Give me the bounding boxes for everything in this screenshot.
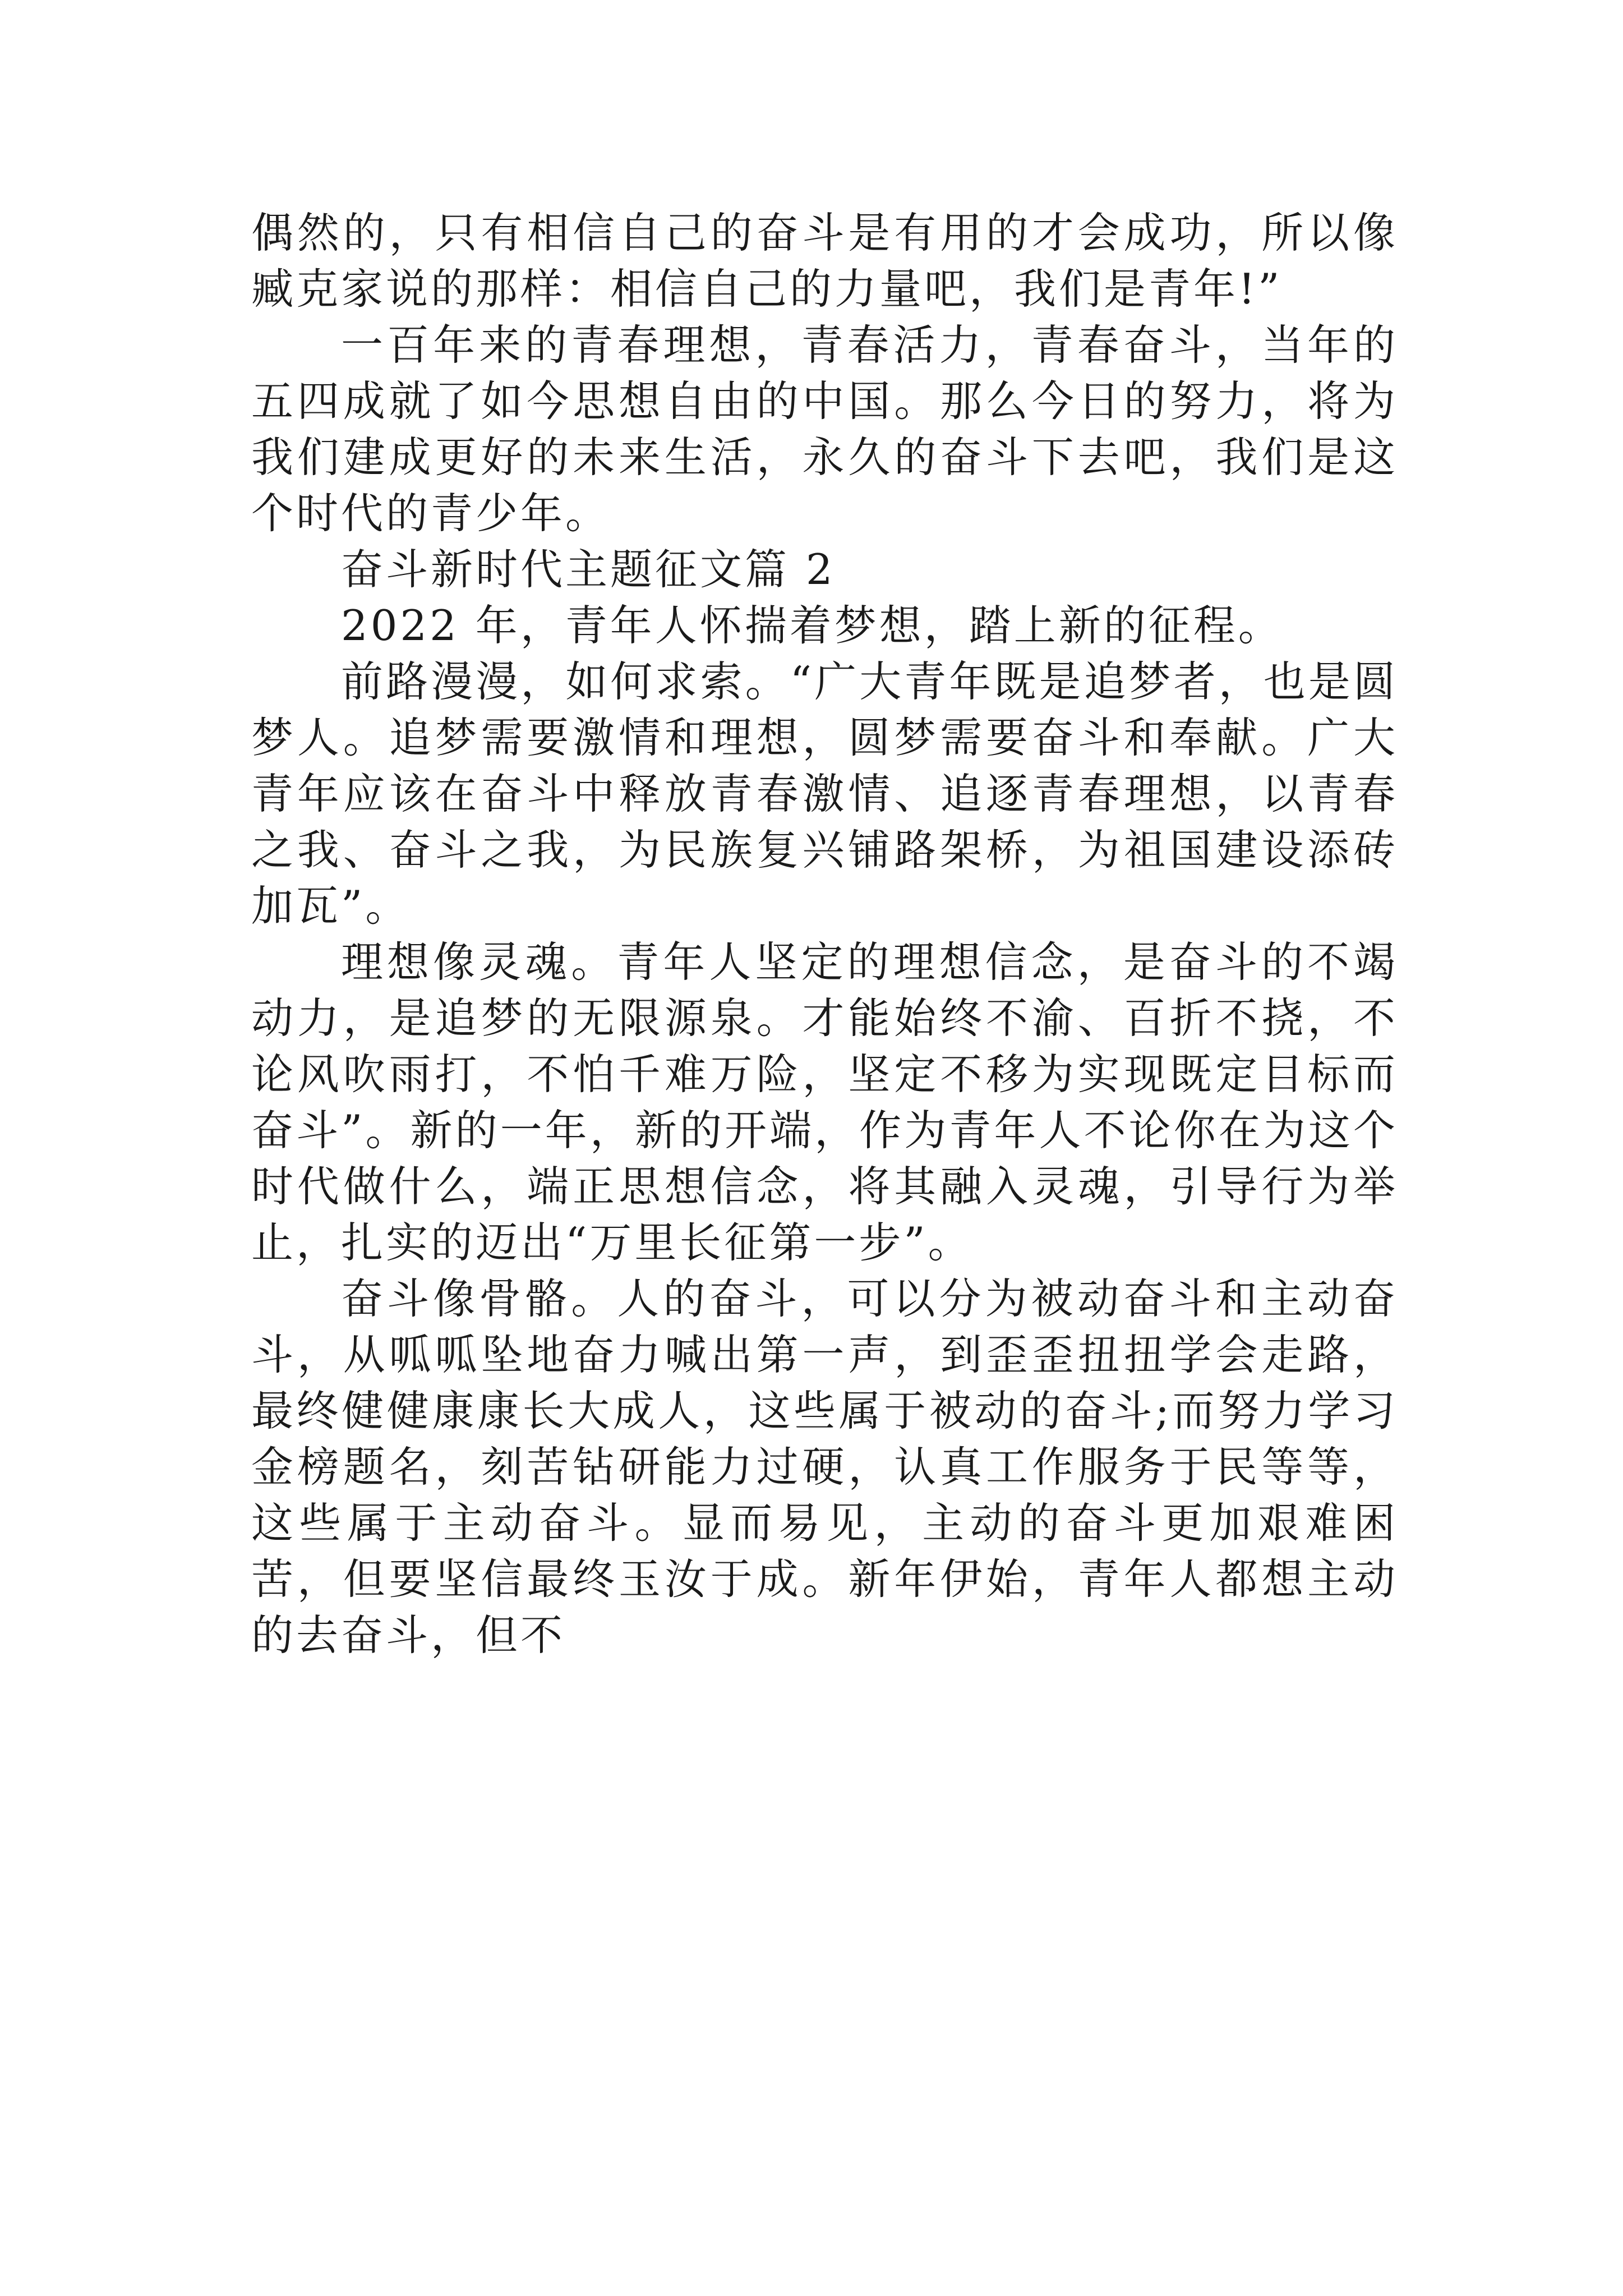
paragraph-2: 一百年来的青春理想，青春活力，青春奋斗，当年的五四成就了如今思想自由的中国。那么今日的努力，将为我们建成更好的未来生活，永久的奋斗下去吧，我们是这个时代的青少年。 [251, 320, 1398, 538]
paragraph-4: 前路漫漫，如何求索。“广大青年既是追梦者，也是圆梦人。追梦需要激情和理想，圆梦需要奋斗和奉献。广大青年应该在奋斗中释放青春激情、追逐青春理想，以青春之我、奋斗之我，为民族复兴铺路架桥，为祖国建设添砖加瓦”。 [251, 657, 1398, 931]
paragraph-6: 奋斗像骨骼。人的奋斗，可以分为被动奋斗和主动奋斗，从呱呱坠地奋力喊出第一声，到歪歪扭扭学会走路，最终健健康康长大成人，这些属于被动的奋斗;而努力学习金榜题名，刻苦钻研能力过硬，认真工作服务于民等等，这些属于主动奋斗。显而易见，主动的奋斗更加艰难困苦，但要坚信最终玉汝于成。新年伊始，青年人都想主动的去奋斗，但不 [251, 1274, 1398, 1660]
paragraph-1: 偶然的，只有相信自己的奋斗是有用的才会成功，所以像臧克家说的那样：相信自己的力量吧，我们是青年!” [251, 208, 1398, 314]
paragraph-3: 2022 年，青年人怀揣着梦想，踏上新的征程。 [341, 601, 1283, 650]
section-heading: 奋斗新时代主题征文篇 2 [341, 545, 836, 594]
document-body [251, 205, 1398, 1663]
paragraph-5: 理想像灵魂。青年人坚定的理想信念，是奋斗的不竭动力，是追梦的无限源泉。才能始终不渝、百折不挠，不论风吹雨打，不怕千难万险，坚定不移为实现既定目标而奋斗”。新的一年，新的开端，作为青年人不论你在为这个时代做什么，端正思想信念，将其融入灵魂，引导行为举止，扎实的迈出“万里长征第一步”。 [251, 937, 1398, 1267]
